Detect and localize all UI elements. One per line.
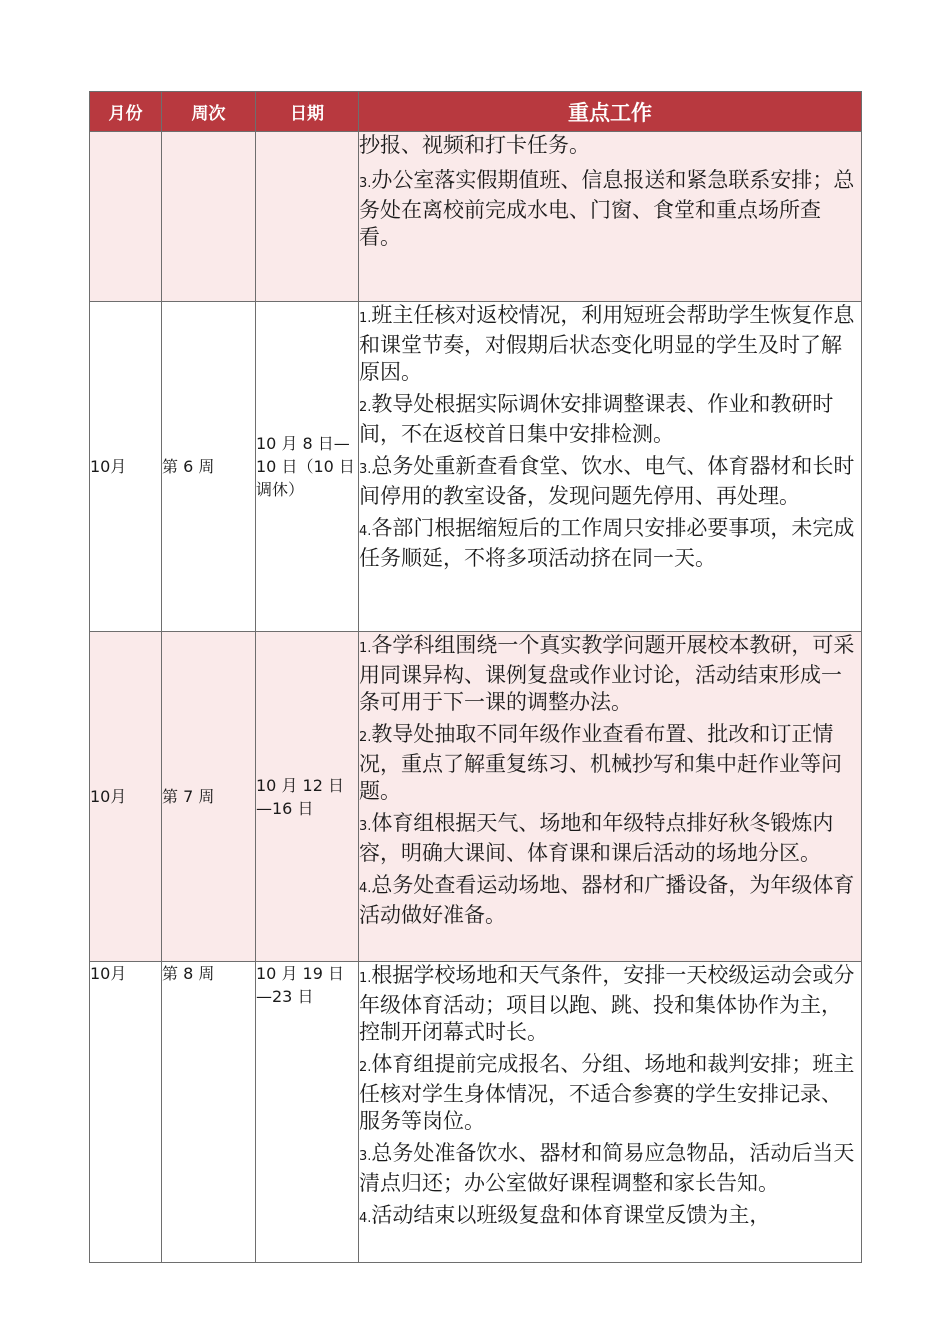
- table-row: [90, 962, 862, 1263]
- date-cell: 10 月 8 日—10 日（10 日调休）: [256, 302, 359, 632]
- week-cell: 第 6 周: [162, 302, 256, 632]
- header-row: [90, 92, 862, 132]
- header-week: 周次: [162, 92, 256, 132]
- work-cell: [359, 632, 862, 962]
- month-cell: 10月: [90, 632, 162, 962]
- month-cell: 10月: [90, 302, 162, 632]
- week-cell: 第 8 周: [162, 962, 256, 1263]
- date-cell: 10 月 19 日—23 日: [256, 962, 359, 1263]
- month-cell: 10月: [90, 962, 162, 1263]
- work-item: 3.办公室落实假期值班、信息报送和紧急联系安排；总务处在离校前完成水电、门窗、食堂和重点场所查看。: [359, 168, 855, 249]
- header-month: 月份: [90, 92, 162, 132]
- work-item: 4.活动结束以班级复盘和体育课堂反馈为主，: [359, 1203, 771, 1227]
- work-item: 2.体育组提前完成报名、分组、场地和裁判安排；班主任核对学生身体情况，不适合参赛的学生安排记录、服务等岗位。: [359, 1052, 855, 1133]
- work-item: 1.根据学校场地和天气条件，安排一天校级运动会或分年级体育活动；项目以跑、跳、投和集体协作为主，控制开闭幕式时长。: [359, 963, 855, 1044]
- date-cell: [256, 132, 359, 302]
- work-item: 3.总务处重新查看食堂、饮水、电气、体育器材和长时间停用的教室设备，发现问题先停用、再处理。: [359, 454, 855, 508]
- work-cell: [359, 132, 862, 302]
- work-item: 4.各部门根据缩短后的工作周只安排必要事项，未完成任务顺延，不将多项活动挤在同一天。: [359, 516, 855, 570]
- work-item: 4.总务处查看运动场地、器材和广播设备，为年级体育活动做好准备。: [359, 873, 855, 927]
- table-row: [90, 302, 862, 632]
- work-item: 2.教导处抽取不同年级作业查看布置、批改和订正情况，重点了解重复练习、机械抄写和集中赶作业等问题。: [359, 722, 842, 803]
- header-key-work: 重点工作: [359, 92, 862, 132]
- work-cell: [359, 962, 862, 1263]
- work-item: 3.体育组根据天气、场地和年级特点排好秋冬锻炼内容，明确大课间、体育课和课后活动的场地分区。: [359, 811, 834, 865]
- work-item: 3.总务处准备饮水、器材和简易应急物品，活动后当天清点归还；办公室做好课程调整和家长告知。: [359, 1141, 855, 1195]
- table-row: [90, 132, 862, 302]
- work-item: 1.班主任核对返校情况，利用短班会帮助学生恢复作息和课堂节奏，对假期后状态变化明显的学生及时了解原因。: [359, 303, 855, 384]
- work-item: 1.各学科组围绕一个真实教学问题开展校本教研，可采用同课异构、课例复盘或作业讨论，活动结束形成一条可用于下一课的调整办法。: [359, 633, 855, 714]
- table-row: [90, 632, 862, 962]
- week-cell: 第 7 周: [162, 632, 256, 962]
- work-item: 2.教导处根据实际调休安排调整课表、作业和教研时间，不在返校首日集中安排检测。: [359, 392, 834, 446]
- work-cell: [359, 302, 862, 632]
- date-cell: 10 月 12 日—16 日: [256, 632, 359, 962]
- header-date: 日期: [256, 92, 359, 132]
- week-cell: [162, 132, 256, 302]
- work-schedule-table: [89, 91, 862, 1263]
- work-item: 抄报、视频和打卡任务。: [359, 133, 590, 157]
- month-cell: [90, 132, 162, 302]
